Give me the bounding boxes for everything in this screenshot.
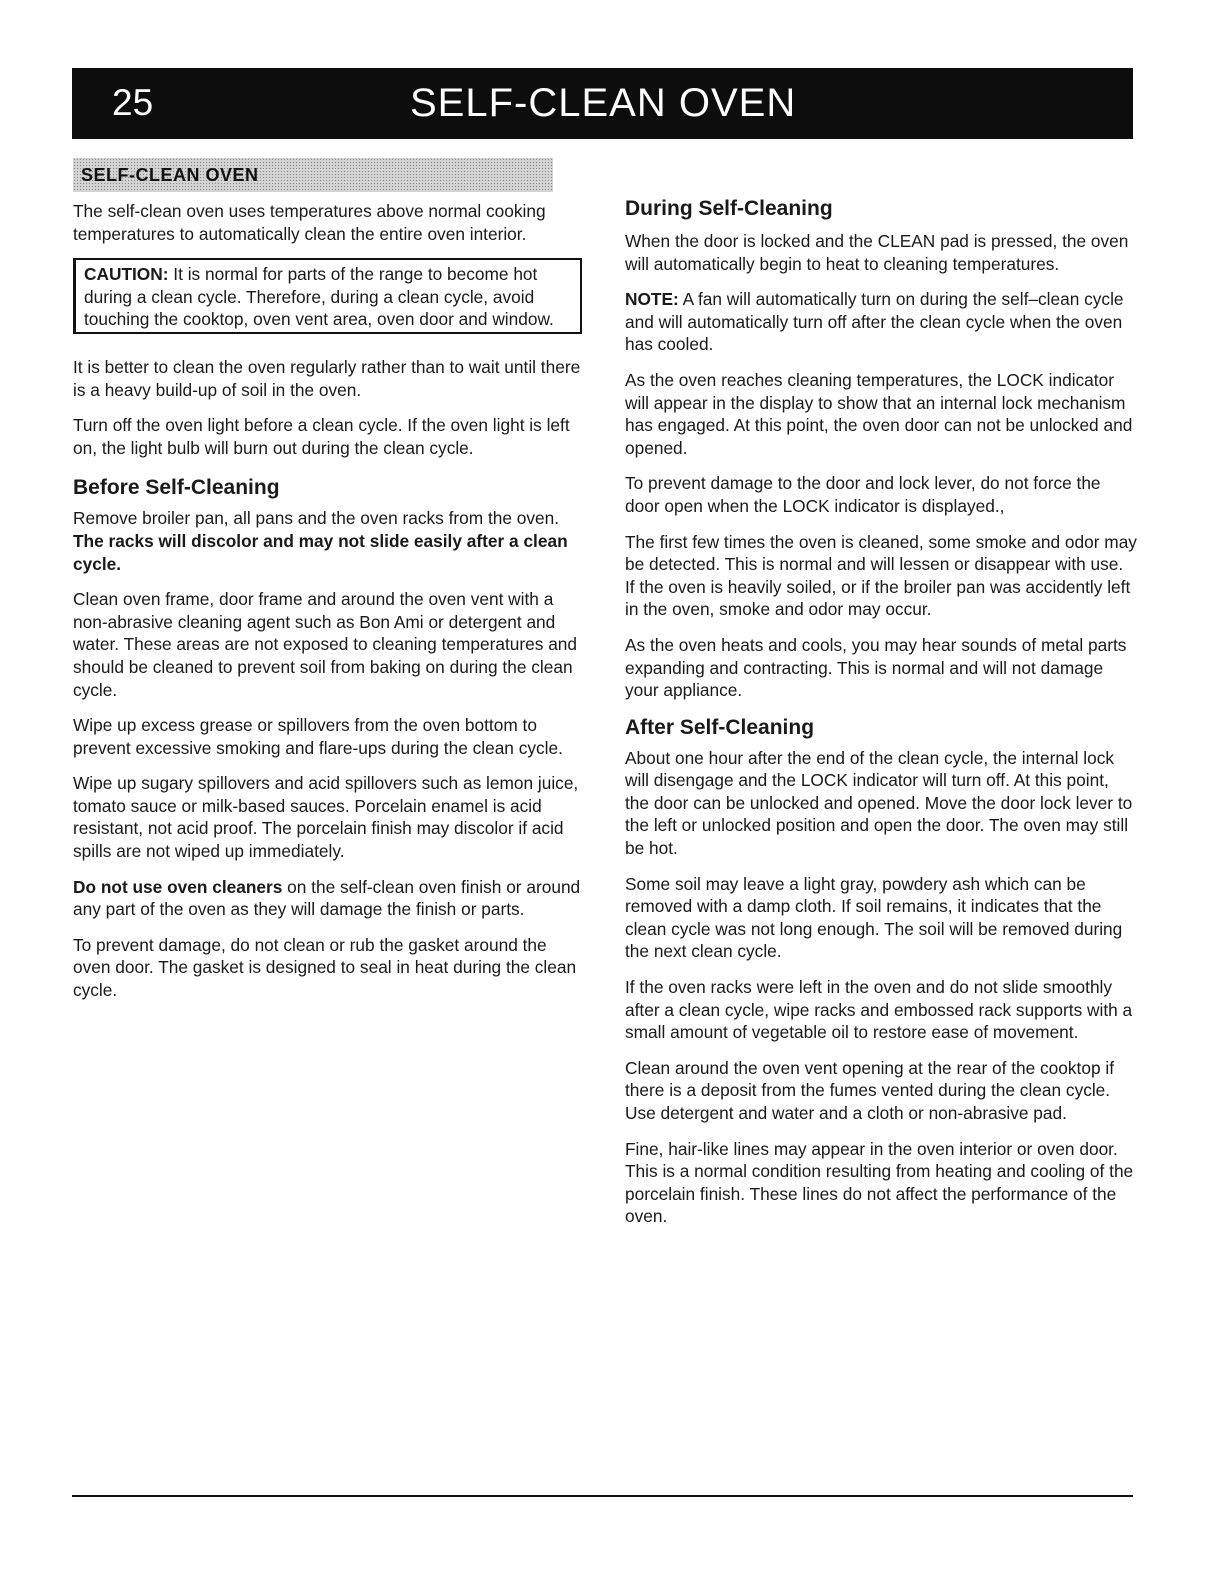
before-self-cleaning-heading: Before Self-Cleaning (73, 476, 280, 500)
paragraph-door-locked: When the door is locked and the CLEAN pad is pressed, the oven will automatically begin to heat to cleaning temperatures. (625, 231, 1129, 274)
paragraph-note-fan (625, 288, 1137, 356)
paragraph-acid-spills: Wipe up sugary spillovers and acid spillovers such as lemon juice, tomato sauce or milk-based sauces. Porcelain enamel is acid resistant, not acid proof. The porcelain finish may discolor if acid spills are not wiped up immediately. (73, 773, 579, 862)
paragraph-lock-indicator: As the oven reaches cleaning temperatures, the LOCK indicator will appear in the display to show that an internal lock mechanism has engaged. At this point, the oven door can not be unlocked and opened. (625, 369, 1133, 458)
paragraph-gasket: To prevent damage, do not clean or rub the gasket around the oven door. The gasket is designed to seal in heat during the clean cycle. (73, 934, 577, 1001)
left-column (73, 200, 581, 1015)
caution-text: It is normal for parts of the range to become hot during a clean cycle. Therefore, during a clean cycle, avoid touching the cooktop, oven vent area, oven door and window. (84, 264, 554, 330)
oven-cleaners-warning: Do not use oven cleaners (73, 876, 283, 897)
page-number: 25 (112, 82, 154, 123)
paragraph-smoke-odor: The first few times the oven is cleaned, some smoke and odor may be detected. This is normal and will lessen or disappear with use. If the oven is heavily soiled, or if the broiler pan was accidently left in the oven, smoke and odor may occur. (625, 531, 1137, 620)
paragraph-sounds: As the oven heats and cools, you may hear sounds of metal parts expanding and contracting. This is normal and will not damage your appliance. (625, 634, 1127, 701)
section-banner-label: SELF-CLEAN OVEN (81, 165, 259, 185)
right-column (625, 196, 1137, 1241)
remove-racks-text: Remove broiler pan, all pans and the oven racks from the oven. (73, 508, 560, 529)
during-self-cleaning-heading: During Self-Cleaning (625, 197, 833, 220)
paragraph-gray-ash: Some soil may leave a light gray, powdery ash which can be removed with a damp cloth. If soil remains, it indicates that the clean cycle was not long enough. The soil will be removed during the next clean cycle. (625, 873, 1123, 962)
after-self-cleaning-heading: After Self-Cleaning (625, 715, 815, 739)
paragraph-clean-frame: Clean oven frame, door frame and around the oven vent with a non-abrasive cleaning agent such as Bon Ami or detergent and water. These areas are not exposed to cleaning temperatures and should be cleaned to prevent soil from baking on during the clean cycle. (73, 589, 578, 700)
racks-warning: The racks will discolor and may not slide easily after a clean cycle. (73, 530, 568, 574)
section-banner (73, 158, 553, 192)
footer-rule (72, 1495, 1133, 1497)
oven-cleaners-text: on the self-clean oven finish or around any part of the oven as they will damage the finish or parts. (73, 876, 581, 920)
paragraph-vent-opening: Clean around the oven vent opening at the rear of the cooktop if there is a deposit from the fumes vented during the clean cycle. Use detergent and water and a cloth or non-abrasive pad. (625, 1057, 1115, 1123)
paragraph-lock-disengage: About one hour after the end of the clean cycle, the internal lock will disengage and the LOCK indicator will turn off. At this point, the door can be unlocked and opened. Move the door lock lever to the left or unlocked position and open the door. The oven may still be hot. (625, 747, 1133, 859)
paragraph-hairline-lines: Fine, hair-like lines may appear in the oven interior or oven door. This is a normal condition resulting from heating and cooling of the porcelain finish. These lines do not affect the performance of the oven. (625, 1138, 1134, 1227)
intro-paragraph: The self-clean oven uses temperatures above normal cooking temperatures to automatically clean the entire oven interior. (73, 201, 546, 244)
paragraph-wipe-grease: Wipe up excess grease or spillovers from the oven bottom to prevent excessive smoking and flare-ups during the clean cycle. (73, 715, 563, 758)
paragraph-clean-regularly: It is better to clean the oven regularly rather than to wait until there is a heavy build-up of soil in the oven. (73, 356, 581, 400)
caution-box (73, 258, 582, 334)
paragraph-oven-light: Turn off the oven light before a clean cycle. If the oven light is left on, the light bulb will burn out during the clean cycle. (73, 415, 570, 458)
paragraph-oven-cleaners (73, 876, 581, 921)
paragraph-prevent-damage: To prevent damage to the door and lock lever, do not force the door open when the LOCK indicator is displayed., (625, 473, 1101, 516)
paragraph-remove-racks (73, 507, 581, 575)
note-text: A fan will automatically turn on during the self–clean cycle and will automatically turn off after the clean cycle when the oven has cooled. (625, 289, 1124, 355)
page-title: SELF-CLEAN OVEN (410, 81, 797, 125)
note-label: NOTE: (625, 289, 679, 310)
page-header (72, 68, 1133, 139)
paragraph-racks-oil: If the oven racks were left in the oven and do not slide smoothly after a clean cycle, wipe racks and embossed rack supports with a small amount of vegetable oil to restore ease of movement. (625, 977, 1133, 1043)
caution-label: CAUTION: (84, 264, 169, 285)
